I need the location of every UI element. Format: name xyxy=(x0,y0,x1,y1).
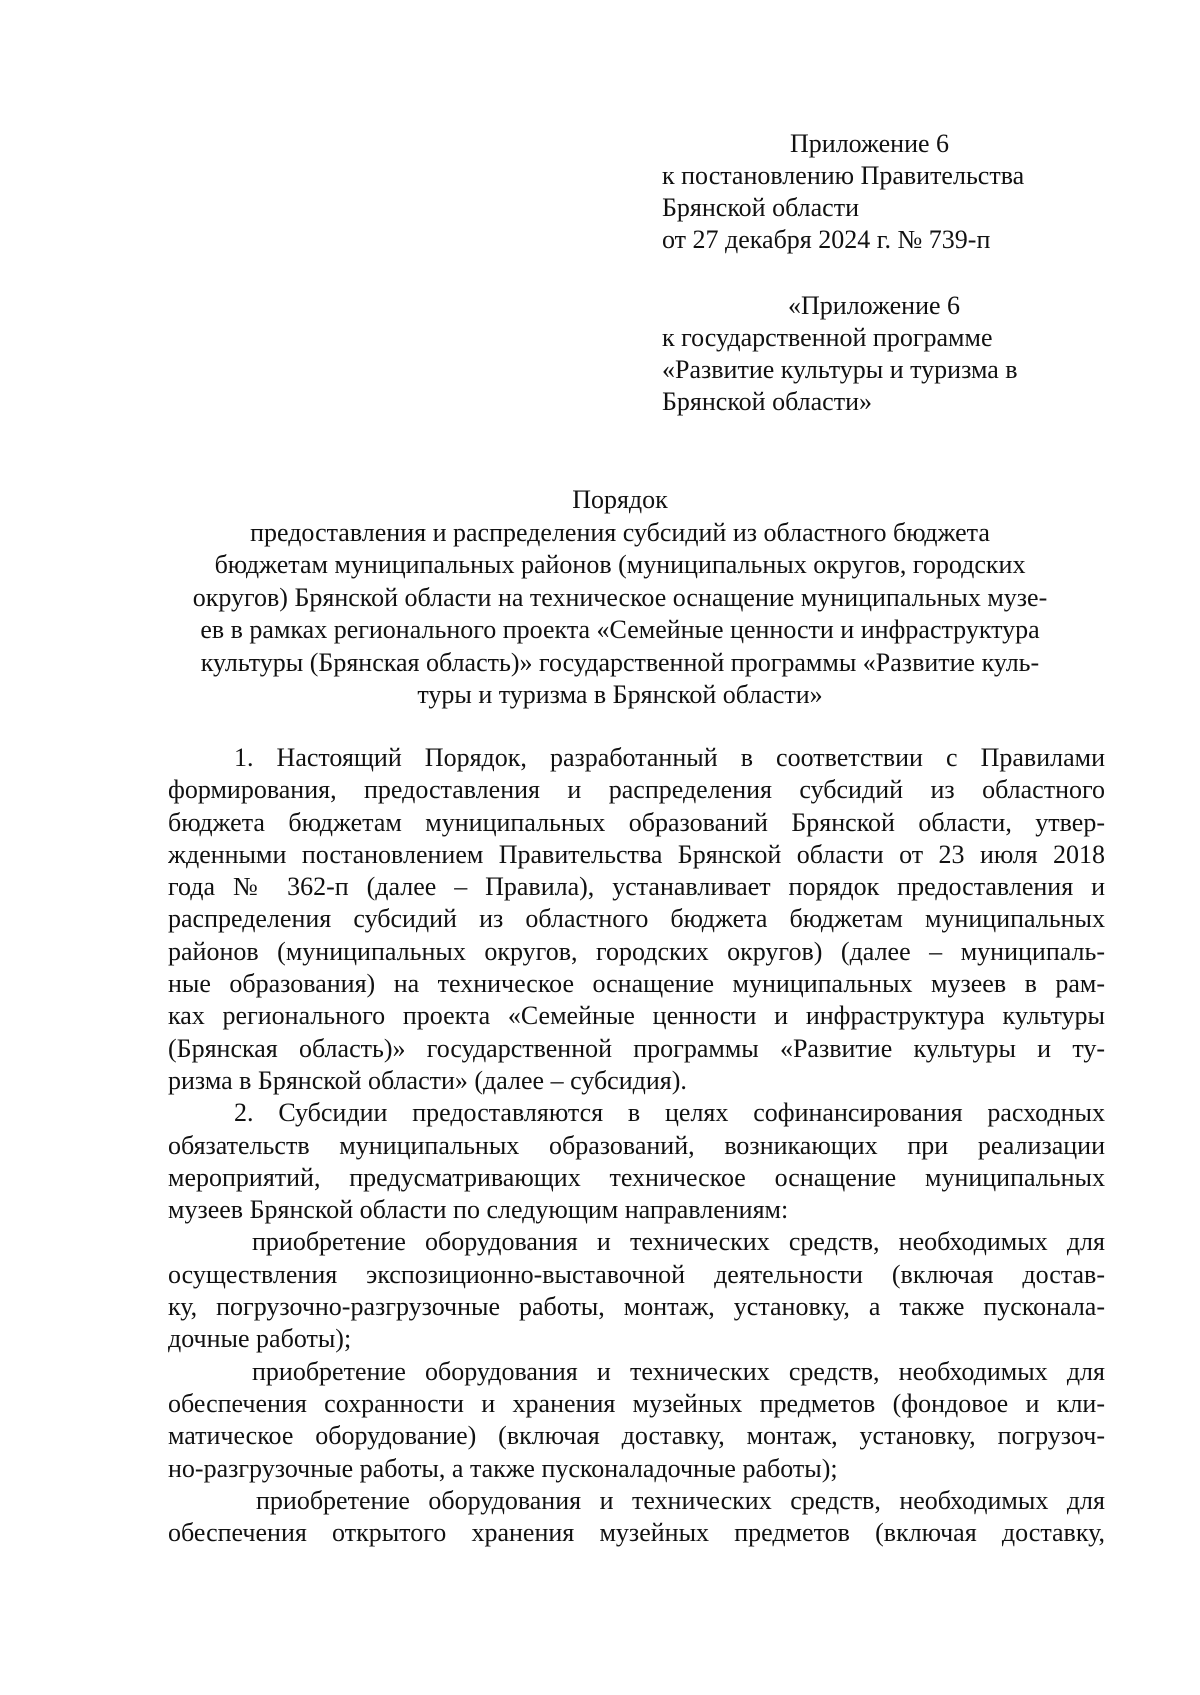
paragraph-1-line: районов (муниципальных округов, городских округов) (далее – муниципаль- xyxy=(168,936,1105,966)
appendix-number: Приложение 6 xyxy=(790,129,950,158)
direction-2-line: матическое оборудование) (включая доставку, монтаж, установку, погрузоч- xyxy=(168,1421,1105,1451)
paragraph-1-line: (Брянская область)» государственной программы «Развитие культуры и ту- xyxy=(168,1033,1105,1063)
title-line: туры и туризма в Брянской области» xyxy=(417,680,823,709)
document-title xyxy=(160,484,1080,712)
paragraph-1-line: формирования, предоставления и распределения субсидий из областного xyxy=(168,775,1105,805)
paragraph-2-line: 2. Субсидии предоставляются в целях софинансирования расходных xyxy=(234,1098,1105,1128)
paragraph-2-line: мероприятий, предусматривающих техническое оснащение муниципальных xyxy=(168,1162,1105,1192)
title-line: предоставления и распределения субсидий из областного бюджета xyxy=(250,517,990,547)
direction-3-line: приобретение оборудования и технических средств, необходимых для xyxy=(256,1485,1105,1515)
direction-1-line: ку, погрузочно-разгрузочные работы, монтаж, установку, а также пусконала- xyxy=(168,1292,1105,1322)
direction-1-line: осуществления экспозиционно-выставочной деятельности (включая достав- xyxy=(168,1259,1105,1289)
direction-1-line: приобретение оборудования и технических средств, необходимых для xyxy=(252,1227,1105,1257)
title-line: бюджетам муниципальных районов (муниципальных округов, городских xyxy=(214,550,1026,579)
direction-1-line: дочные работы); xyxy=(168,1324,352,1354)
program-appendix-line: Брянской области» xyxy=(662,387,872,416)
title-line: округов) Брянской области на техническое оснащение муниципальных музе- xyxy=(192,582,1048,612)
appendix-region-line: Брянской области xyxy=(662,193,859,222)
program-appendix-header xyxy=(662,290,1018,418)
paragraph-1-line: ные образования) на техническое оснащение муниципальных музеев в рам- xyxy=(168,969,1105,999)
program-appendix-line: «Развитие культуры и туризма в xyxy=(662,355,1018,384)
direction-2-line: приобретение оборудования и технических средств, необходимых для xyxy=(252,1356,1105,1386)
paragraph-1-line: 1. Настоящий Порядок, разработанный в соответствии с Правилами xyxy=(234,743,1105,772)
title-line: ев в рамках регионального проекта «Семейные ценности и инфраструктура xyxy=(200,615,1040,644)
title-line: культуры (Брянская область)» государственной программы «Развитие куль- xyxy=(200,647,1040,677)
title-heading: Порядок xyxy=(572,485,668,514)
program-appendix-number: «Приложение 6 xyxy=(788,291,961,320)
direction-3-line: обеспечения открытого хранения музейных предметов (включая доставку, xyxy=(168,1518,1105,1548)
paragraph-1-line: распределения субсидий из областного бюджета бюджетам муниципальных xyxy=(168,904,1105,934)
resolution-appendix-header xyxy=(662,128,1024,256)
paragraph-2-line: музеев Брянской области по следующим направлениям: xyxy=(168,1195,789,1225)
paragraph-1-line: бюджета бюджетам муниципальных образований Брянской области, утвер- xyxy=(168,807,1105,837)
document-body xyxy=(168,742,1105,1549)
paragraph-1-line: года № 362-п (далее – Правила), устанавливает порядок предоставления и xyxy=(168,872,1105,902)
paragraph-1-line: ризма в Брянской области» (далее – субсидия). xyxy=(168,1065,687,1095)
program-appendix-line: к государственной программе xyxy=(662,323,993,352)
paragraph-1-line: ках регионального проекта «Семейные ценности и инфраструктура культуры xyxy=(168,1001,1105,1031)
direction-2-line: но-разгрузочные работы, а также пусконаладочные работы); xyxy=(168,1453,838,1483)
appendix-date-number-line: от 27 декабря 2024 г. № 739-п xyxy=(662,225,991,254)
paragraph-1-line: жденными постановлением Правительства Брянской области от 23 июля 2018 xyxy=(168,839,1105,869)
paragraph-2-line: обязательств муниципальных образований, возникающих при реализации xyxy=(168,1130,1105,1160)
direction-2-line: обеспечения сохранности и хранения музейных предметов (фондовое и кли- xyxy=(168,1388,1105,1418)
appendix-resolution-line: к постановлению Правительства xyxy=(662,161,1025,190)
